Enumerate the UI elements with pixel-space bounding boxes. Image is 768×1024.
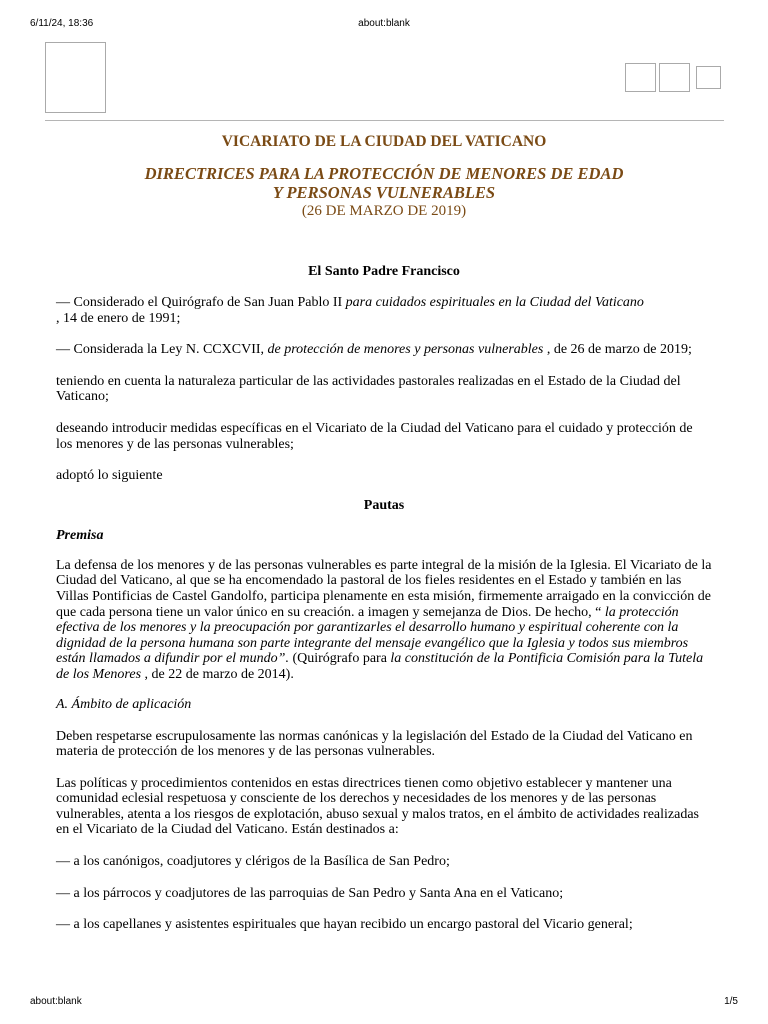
toolbar-box-3 — [696, 66, 721, 89]
paragraph-politicas: Las políticas y procedimientos contenidos en estas directrices tienen como objetivo establecer y mantener una comunidad eclesial respetuosa y consciente de los derechos y necesidades de los menores y de las personas vulnerables, atenta a los riesgos de explotación, abuso sexual y malos tratos, en el ámbito de actividades realizadas en el Vicariato de la Ciudad del Vaticano. Están destinados a: — [56, 775, 700, 838]
vicariato-heading: VICARIATO DE LA CIUDAD DEL VATICANO — [221, 133, 547, 150]
print-url: about:blank — [358, 18, 410, 29]
toolbar-box-2 — [659, 63, 690, 92]
header-divider — [45, 120, 724, 121]
section-a-heading: A. Ámbito de aplicación — [56, 696, 192, 712]
paragraph-adopto: adoptó lo siguiente — [56, 468, 163, 484]
premisa-heading: Premisa — [56, 527, 104, 543]
page-number: 1/5 — [724, 996, 738, 1007]
toolbar-box-1 — [625, 63, 656, 92]
paragraph-medidas: deseando introducir medidas específicas en el Vicariato de la Ciudad del Vaticano para el cuidado y protección de los menores y de las personas vulnerables; — [56, 420, 693, 452]
paragraph-ley: — Considerada la Ley N. CCXCVII, de protección de menores y personas vulnerables , de 26 de marzo de 2019; — [56, 342, 692, 358]
list-item-canonigos: — a los canónigos, coadjutores y clérigos de la Basílica de San Pedro; — [56, 854, 450, 870]
pautas-heading: Pautas — [363, 497, 405, 513]
author-line: El Santo Padre Francisco — [308, 264, 460, 279]
print-datetime: 6/11/24, 18:36 — [30, 18, 94, 29]
document-title-line1: DIRECTRICES PARA LA PROTECCIÓN DE MENORES DE EDAD — [144, 164, 624, 183]
logo-placeholder — [45, 42, 106, 113]
paragraph-naturaleza: teniendo en cuenta la naturaleza particular de las actividades pastorales realizadas en el Estado de la Ciudad del Vaticano; — [56, 373, 681, 405]
document-title-line2: Y PERSONAS VULNERABLES — [272, 183, 496, 202]
document-body — [56, 132, 712, 933]
footer-url: about:blank — [30, 996, 82, 1007]
paragraph-normas: Deben respetarse escrupulosamente las normas canónicas y la legislación del Estado de la Ciudad del Vaticano en materia de protección de los menores y de las personas vulnerables. — [56, 728, 693, 760]
document-date: (26 DE MARZO DE 2019) — [301, 203, 467, 219]
paragraph-quirografo: — Considerado el Quirógrafo de San Juan Pablo II para cuidados espirituales en la Ciudad del Vaticano , 14 de enero de 1991; — [56, 295, 644, 326]
paragraph-premisa: La defensa de los menores y de las personas vulnerables es parte integral de la misión de la Iglesia. El Vicariato de la Ciudad del Vaticano, al que se ha encomendado la pastoral de los fieles residentes en el Estado y también en las Villas Pontificias de Castel Gandolfo, participa plenamente en esta misión, firmemente arraigado en la convicción de que cada persona tiene un valor único en su creación. a imagen y semejanza de Dios. De hecho, “ la protección efectiva de los menores y la preocupación por garantizarles el desarrollo humano y espiritual coherente con la dignidad de la persona humana son parte integrante del mensaje evangélico que la Iglesia y todos sus miembros están llamados a difundir por el mundo”. (Quirógrafo para la constitución de la Pontificia Comisión para la Tutela de los Menores , de 22 de marzo de 2014). — [56, 557, 712, 682]
list-item-parrocos: — a los párrocos y coadjutores de las parroquias de San Pedro y Santa Ana en el Vaticano; — [56, 885, 564, 901]
list-item-capellanes: — a los capellanes y asistentes espirituales que hayan recibido un encargo pastoral del Vicario general; — [56, 917, 633, 933]
